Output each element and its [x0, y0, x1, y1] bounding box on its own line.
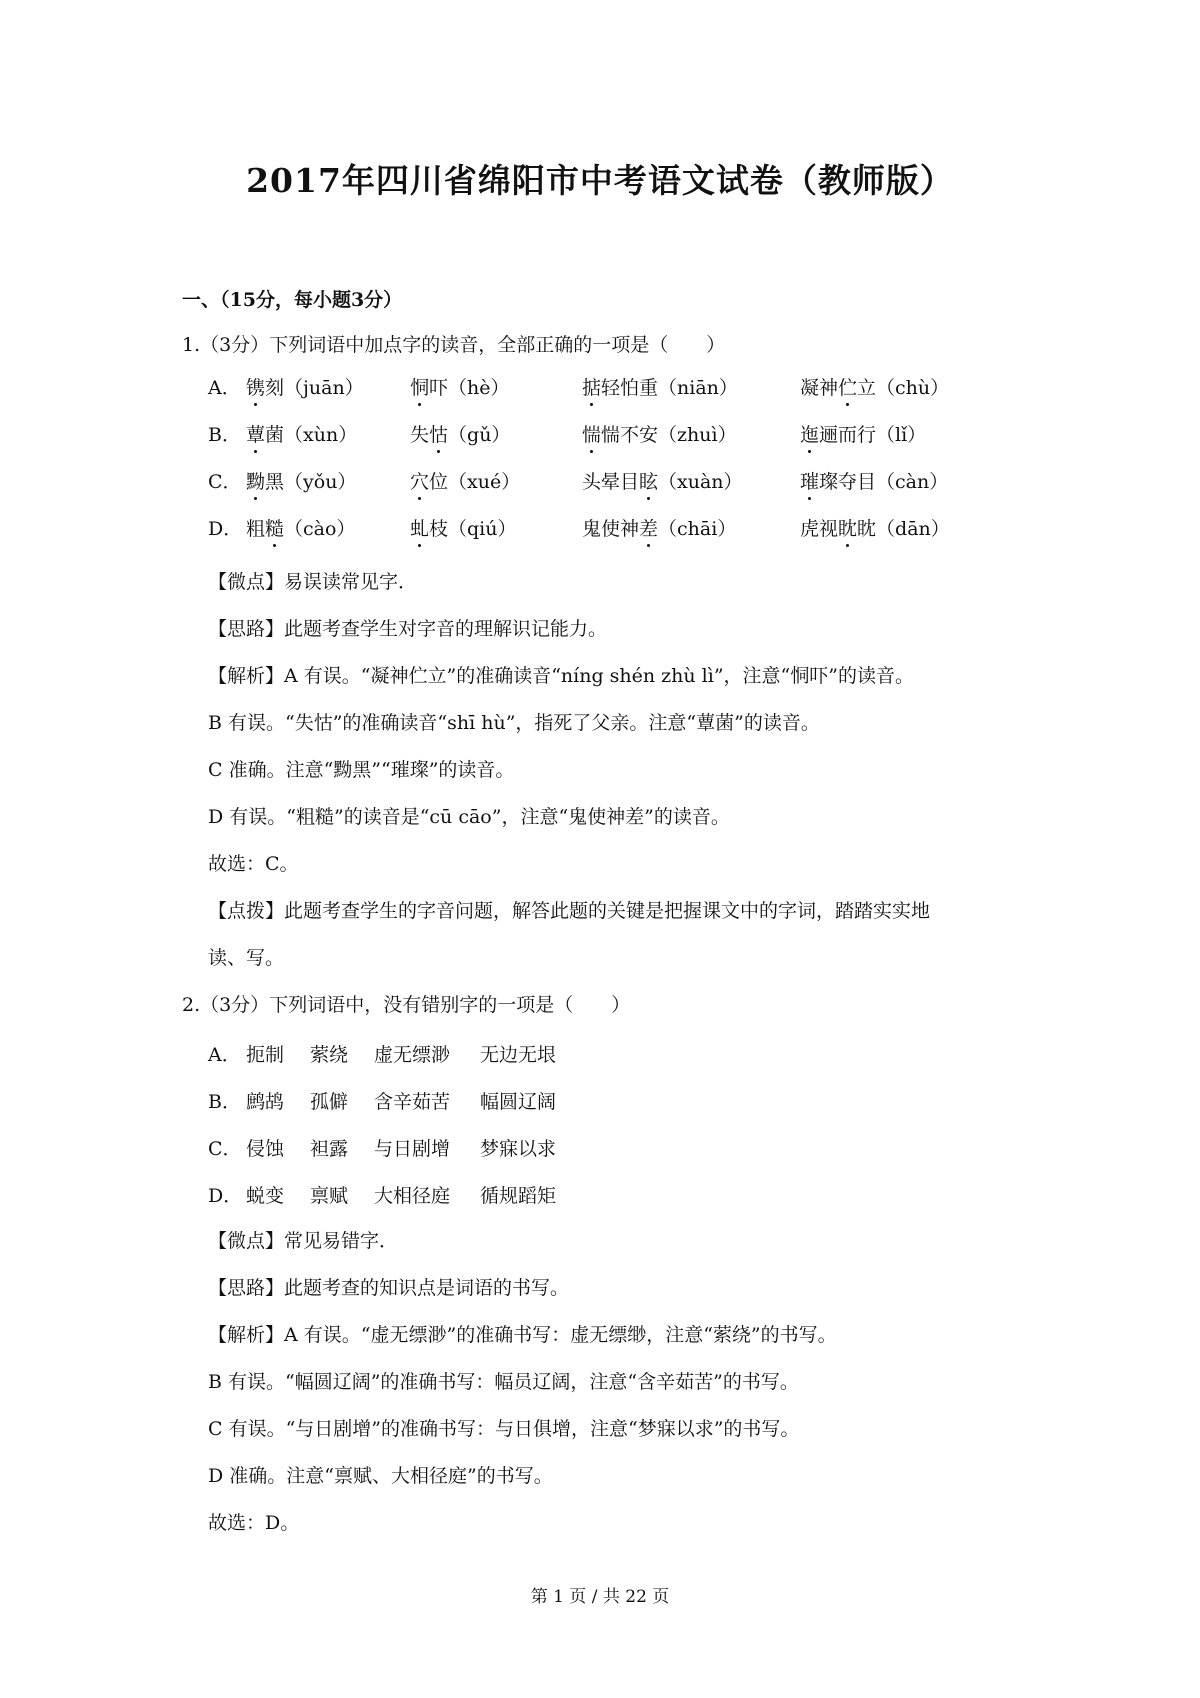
q1-stem: 1.（3分）下列词语中加点字的读音，全部正确的一项是（ ）: [182, 334, 726, 356]
emphasis-dot-char: 黝: [246, 471, 266, 493]
q2-option-word: 袒露: [310, 1138, 349, 1160]
q1-option-word: 蕈菌（xùn）: [246, 424, 358, 446]
emphasis-dot-char: 眈: [838, 518, 858, 540]
q1-weidian: 【微点】易误读常见字．: [208, 571, 418, 593]
emphasis-dot-char: 糙: [265, 518, 285, 540]
q1-option-word: 鬼使神差（chāi）: [582, 518, 737, 540]
emphasis-dot-char: 伫: [838, 377, 858, 399]
emphasis-dot-char: 怙: [429, 424, 449, 446]
page-title: 2017年四川省绵阳市中考语文试卷（教师版）: [246, 161, 954, 200]
q2-option-word: 禀赋: [310, 1185, 349, 1207]
page-footer: 第 1 页 / 共 22 页: [530, 1587, 670, 1607]
emphasis-dot-char: 穴: [410, 471, 430, 493]
q2-jiexi-line: 【解析】A 有误。“虚无缥渺”的准确书写：虚无缥缈，注意“萦绕”的书写。: [208, 1324, 837, 1346]
q2-option-word: 侵蚀: [246, 1138, 285, 1160]
emphasis-dot-char: 迤: [800, 424, 820, 446]
q1-jiexi-line: B 有误。“失怙”的准确读音“shī hù”，指死了父亲。注意“蕈菌”的读音。: [208, 712, 820, 734]
q2-jiexi-line: C 有误。“与日剧增”的准确书写：与日俱增，注意“梦寐以求”的书写。: [208, 1418, 800, 1440]
q1-option-word: 粗糙（cào）: [246, 518, 356, 540]
q1-silu: 【思路】此题考查学生对字音的理解识记能力。: [208, 618, 608, 640]
q2-option-word: 孤僻: [310, 1091, 349, 1113]
q2-option-word: 鹧鸪: [246, 1091, 285, 1113]
q2-option-label: B．: [208, 1091, 241, 1113]
q1-option-word: 失怙（gǔ）: [410, 424, 511, 446]
emphasis-dot-char: 惴: [582, 424, 602, 446]
q1-option-word: 掂轻怕重（niān）: [582, 377, 738, 399]
emphasis-dot-char: 虬: [410, 518, 430, 540]
emphasis-dot-char: 差: [639, 518, 659, 540]
q1-dianbo: 【点拨】此题考查学生的字音问题，解答此题的关键是把握课文中的字词，踏踏实实地: [208, 900, 931, 922]
q1-jiexi-line: D 有误。“粗糙”的读音是“cū cāo”，注意“鬼使神差”的读音。: [208, 806, 730, 828]
q1-option-word: 凝神伫立（chù）: [800, 377, 950, 399]
q2-option-word: 萦绕: [310, 1044, 349, 1066]
q2-option-word: 扼制: [246, 1044, 285, 1066]
q1-option-word: 恫吓（hè）: [410, 377, 510, 399]
q2-option-word: 含辛茹苦: [374, 1091, 451, 1113]
q1-option-word: 虬枝（qiú）: [410, 518, 517, 540]
q1-option-label: C．: [208, 471, 242, 493]
q1-option-label: A．: [208, 377, 241, 399]
q2-option-label: D．: [208, 1185, 243, 1207]
q1-dianbo-cont: 读、写。: [208, 947, 285, 969]
q1-jiexi-line: 【解析】A 有误。“凝神伫立”的准确读音“níng shén zhù lì”，注意“恫吓”的读音。: [208, 665, 914, 687]
q2-option-word: 与日剧增: [374, 1138, 451, 1160]
q2-option-label: C．: [208, 1138, 242, 1160]
q2-silu: 【思路】此题考查的知识点是词语的书写。: [208, 1277, 570, 1299]
emphasis-dot-char: 蕈: [246, 424, 266, 446]
q1-option-word: 穴位（xué）: [410, 471, 521, 493]
emphasis-dot-char: 恫: [410, 377, 430, 399]
q1-answer: 故选：C。: [208, 853, 299, 875]
q1-option-word: 黝黑（yǒu）: [246, 471, 357, 493]
q2-option-word: 幅圆辽阔: [480, 1091, 557, 1113]
q2-option-label: A．: [208, 1044, 241, 1066]
q2-option-word: 无边无垠: [480, 1044, 557, 1066]
q1-option-word: 头晕目眩（xuàn）: [582, 471, 743, 493]
q1-option-word: 虎视眈眈（dān）: [800, 518, 950, 540]
q2-jiexi-line: B 有误。“幅圆辽阔”的准确书写：幅员辽阔，注意“含辛茹苦”的书写。: [208, 1371, 799, 1393]
q2-option-word: 蜕变: [246, 1185, 285, 1207]
section-heading: 一、（15分，每小题3分）: [182, 289, 403, 311]
emphasis-dot-char: 掂: [582, 377, 602, 399]
emphasis-dot-char: 眩: [639, 471, 659, 493]
q1-option-label: D．: [208, 518, 243, 540]
q1-option-word: 镌刻（juān）: [246, 377, 364, 399]
emphasis-dot-char: 镌: [246, 377, 266, 399]
q2-option-word: 虚无缥渺: [374, 1044, 451, 1066]
q2-option-word: 大相径庭: [374, 1185, 451, 1207]
q2-option-word: 梦寐以求: [480, 1138, 557, 1160]
q1-jiexi-line: C 准确。注意“黝黑”“璀璨”的读音。: [208, 759, 515, 781]
q2-stem: 2.（3分）下列词语中，没有错别字的一项是（ ）: [182, 994, 631, 1016]
q1-option-label: B．: [208, 424, 241, 446]
q2-answer: 故选：D。: [208, 1512, 300, 1534]
q2-weidian: 【微点】常见易错字．: [208, 1230, 399, 1252]
q2-option-word: 循规蹈矩: [480, 1185, 557, 1207]
q1-option-word: 璀璨夺目（càn）: [800, 471, 949, 493]
emphasis-dot-char: 璀: [800, 471, 820, 493]
q1-option-word: 惴惴不安（zhuì）: [582, 424, 737, 446]
q2-jiexi-line: D 准确。注意“禀赋、大相径庭”的书写。: [208, 1465, 553, 1487]
q1-option-word: 迤逦而行（lǐ）: [800, 424, 927, 446]
